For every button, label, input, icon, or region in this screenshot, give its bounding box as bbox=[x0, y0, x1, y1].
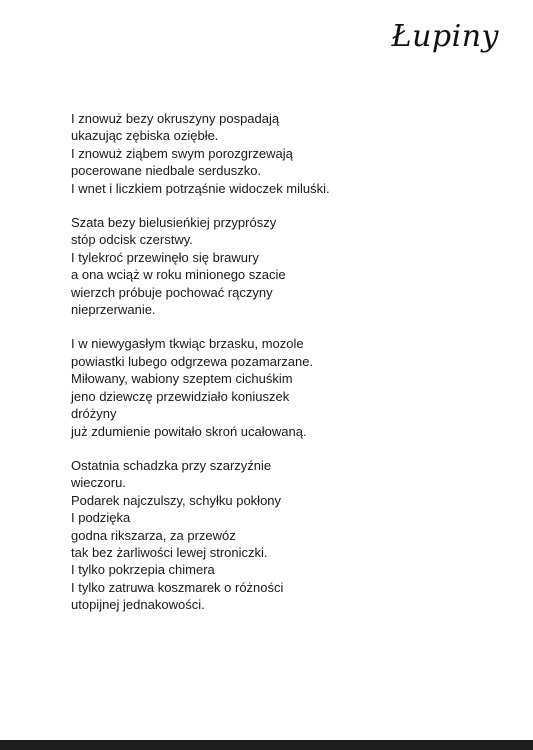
poem-line: I tylko pokrzepia chimera bbox=[71, 562, 215, 578]
poem-line: ukazując zębiska oziębłe. bbox=[71, 128, 219, 144]
poem-line: jeno dziewczę przewidziało koniuszek bbox=[71, 388, 290, 404]
poem-line: I znowuż bezy okruszyny pospadają bbox=[71, 111, 280, 126]
poem-line: stóp odcisk czerstwy. bbox=[71, 232, 193, 248]
poem-line: pocerowane niedbale serduszko. bbox=[71, 163, 262, 179]
stanza-1 bbox=[71, 110, 511, 197]
poem-line: Szata bezy bielusieńkiej przyprószy bbox=[71, 215, 277, 231]
stanza-4 bbox=[71, 457, 511, 614]
poem-line: dróżyny bbox=[71, 406, 117, 422]
poem bbox=[71, 110, 511, 631]
page-title: Łupiny bbox=[391, 19, 499, 54]
poem-line: I w niewygasłym tkwiąc brzasku, mozole bbox=[71, 336, 304, 352]
poem-line: nieprzerwanie. bbox=[71, 302, 156, 318]
poem-line: I znowuż ziąbem swym porozgrzewają bbox=[71, 145, 293, 161]
bottom-edge-bar bbox=[0, 740, 533, 750]
poem-line: Podarek najczulszy, schyłku pokłony bbox=[71, 492, 282, 508]
stanza-3 bbox=[71, 335, 511, 439]
poem-line: Miłowany, wabiony szeptem cichuśkim bbox=[71, 371, 293, 387]
stanza-2 bbox=[71, 214, 511, 318]
poem-line: I podzięka bbox=[71, 510, 131, 526]
poem-line: już zdumienie powitało skroń ucałowaną. bbox=[71, 423, 307, 439]
poem-line: wierzch próbuje pochować rączyny bbox=[71, 284, 273, 300]
poem-line: I tylekroć przewinęło się brawury bbox=[71, 249, 259, 265]
poem-line: I wnet i liczkiem potrząśnie widoczek miluśki. bbox=[71, 180, 330, 196]
poem-line: wieczoru. bbox=[71, 475, 126, 491]
poem-line: Ostatnia schadzka przy szarzyźnie bbox=[71, 457, 272, 473]
poem-line: tak bez żarliwości lewej stroniczki. bbox=[71, 544, 268, 560]
poem-line: powiastki lubego odgrzewa pozamarzane. bbox=[71, 353, 314, 369]
poem-line: utopijnej jednakowości. bbox=[71, 597, 205, 613]
poem-line: godna rikszarza, za przewóz bbox=[71, 527, 236, 543]
poem-line: I tylko zatruwa koszmarek o różności bbox=[71, 579, 284, 595]
poem-line: a ona wciąż w roku minionego szacie bbox=[71, 267, 286, 283]
